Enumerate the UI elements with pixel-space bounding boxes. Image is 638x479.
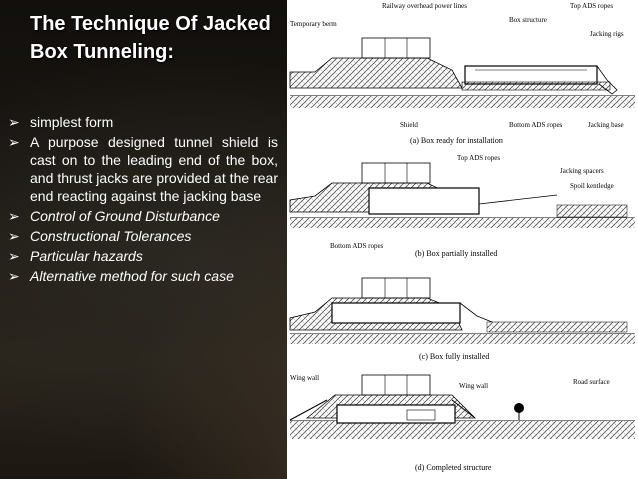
bullet-text: Particular hazards xyxy=(30,248,143,264)
box-structure-a xyxy=(465,66,597,84)
panel-a xyxy=(290,2,635,145)
bullet-item xyxy=(8,267,278,285)
arrow-right-icon: ➢ xyxy=(8,268,20,284)
arrow-right-icon: ➢ xyxy=(8,134,20,150)
caption-a: (a) Box ready for installation xyxy=(410,136,503,145)
label-temp-berm: Temporary berm xyxy=(290,20,337,28)
label-spoil: Spoil kentledge xyxy=(570,182,614,190)
label-railway-power: Railway overhead power lines xyxy=(382,2,467,10)
overhead-gantry-a xyxy=(362,38,430,58)
bullet-text: Constructional Tolerances xyxy=(30,228,192,244)
tree-d xyxy=(514,403,524,413)
label-jacking-base: Jacking base xyxy=(588,121,624,129)
label-shield: Shield xyxy=(400,121,418,129)
subsoil-a xyxy=(290,96,635,108)
bullet-item xyxy=(8,133,278,205)
diagram-svg xyxy=(287,0,638,479)
label-top-ads-a: Top ADS ropes xyxy=(570,2,614,10)
box-in-ground-c xyxy=(332,303,460,323)
caption-b: (b) Box partially installed xyxy=(415,249,498,258)
arrow-right-icon: ➢ xyxy=(8,114,20,130)
spoil-kentledge-b xyxy=(557,205,627,217)
label-bottom-ads-b: Bottom ADS ropes xyxy=(330,242,384,250)
caption-c: (c) Box fully installed xyxy=(419,352,490,361)
arrow-right-icon: ➢ xyxy=(8,208,20,224)
panel-d xyxy=(290,374,635,472)
arrow-right-icon: ➢ xyxy=(8,248,20,264)
label-top-ads-b: Top ADS ropes xyxy=(457,154,501,162)
embankment-a xyxy=(290,58,462,88)
bullet-item xyxy=(8,113,278,131)
slide-title: The Technique Of Jacked Box Tunneling: xyxy=(30,13,271,63)
ground-right-a xyxy=(462,82,610,90)
panel-c xyxy=(290,278,635,361)
bullet-text: Control of Ground Disturbance xyxy=(30,208,220,224)
label-wing-wall-left: Wing wall xyxy=(290,374,320,382)
label-road-surface: Road surface xyxy=(573,378,610,386)
bullet-item xyxy=(8,247,278,265)
text-panel xyxy=(0,0,285,479)
label-box-structure: Box structure xyxy=(509,16,547,24)
jacked-box-diagram xyxy=(287,0,638,479)
label-wing-wall-right: Wing wall xyxy=(459,382,489,390)
label-jacking-rigs: Jacking rigs xyxy=(590,30,624,38)
box-in-ground-b xyxy=(369,188,479,214)
bullet-text: A purpose designed tunnel shield is cast on to the leading end of the box, and thrust jacks are provided at the rear end reacting against the jacking base xyxy=(30,134,278,204)
bullet-text: simplest form xyxy=(30,114,114,130)
bullet-list xyxy=(8,113,278,287)
arrow-right-icon: ➢ xyxy=(8,228,20,244)
panel-b xyxy=(290,154,635,258)
bullet-item xyxy=(8,227,278,245)
caption-d: (d) Completed structure xyxy=(415,463,492,472)
label-bottom-ads-a: Bottom ADS ropes xyxy=(509,121,563,129)
completed-box-d xyxy=(337,405,455,423)
label-jacking-spacers: Jacking spacers xyxy=(560,167,604,175)
bullet-item xyxy=(8,207,278,225)
bullet-text: Alternative method for such case xyxy=(30,268,234,284)
